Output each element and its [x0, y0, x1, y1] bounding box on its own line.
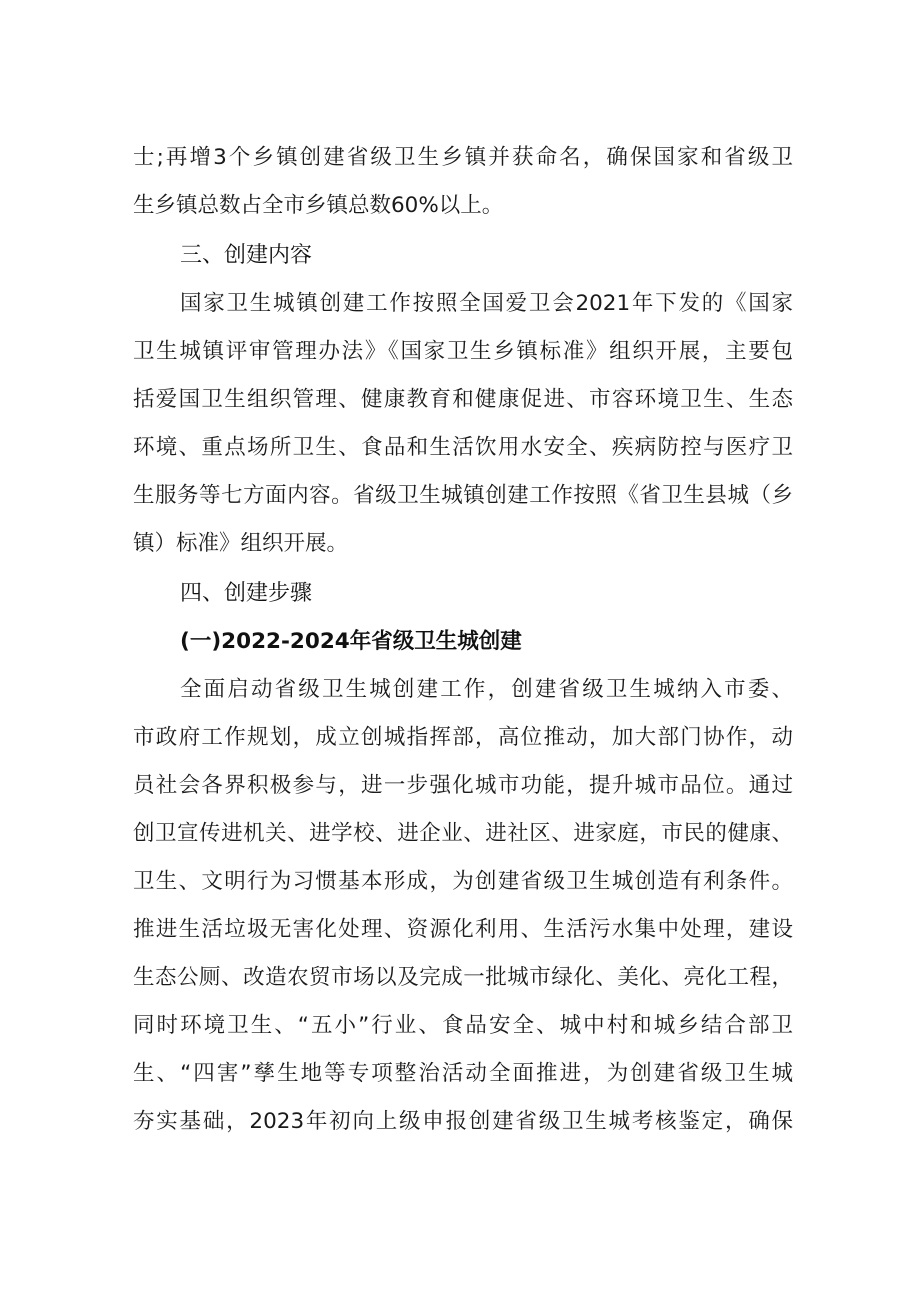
paragraph-line: 推进生活垃圾无害化处理、资源化利用、生活污水集中处理，建设 [133, 917, 793, 942]
paragraph-line: 夯实基础，2023年初向上级申报创建省级卫生城考核鉴定，确保 [133, 1109, 793, 1134]
paragraph-line: 同时环境卫生、“五小”行业、食品安全、城中村和城乡结合部卫 [133, 1013, 793, 1038]
paragraph-line: 生态公厕、改造农贸市场以及完成一批城市绿化、美化、亮化工程， [133, 965, 793, 990]
paragraph-line: 全面启动省级卫生城创建工作，创建省级卫生城纳入市委、 [180, 677, 793, 702]
paragraph-line: 生、“四害”孳生地等专项整治活动全面推进，为创建省级卫生城 [133, 1061, 793, 1086]
paragraph-line: 创卫宣传进机关、进学校、进企业、进社区、进家庭，市民的健康、 [133, 821, 793, 846]
paragraph-line: 镇）标准》组织开展。 [133, 531, 349, 556]
paragraph-line: 生服务等七方面内容。省级卫生城镇创建工作按照《省卫生县城（乡 [133, 483, 793, 508]
paragraph-line: 卫生、文明行为习惯基本形成，为创建省级卫生城创造有利条件。 [133, 869, 793, 894]
section-heading: 四、创建步骤 [180, 581, 313, 606]
paragraph-line: 员社会各界积极参与，进一步强化城市功能，提升城市品位。通过 [133, 773, 793, 798]
subsection-heading: (一)2022-2024年省级卫生城创建 [180, 629, 522, 654]
section-heading: 三、创建内容 [180, 243, 313, 268]
paragraph-line: 括爱国卫生组织管理、健康教育和健康促进、市容环境卫生、生态 [133, 387, 793, 412]
paragraph-line: 市政府工作规划，成立创城指挥部，高位推动，加大部门协作，动 [133, 725, 793, 750]
paragraph-line: 生乡镇总数占全市乡镇总数60%以上。 [133, 193, 504, 218]
paragraph-line: 国家卫生城镇创建工作按照全国爱卫会2021年下发的《国家 [180, 291, 793, 316]
paragraph-line: 环境、重点场所卫生、食品和生活饮用水安全、疾病防控与医疗卫 [133, 435, 793, 460]
paragraph-line: 士;再增3个乡镇创建省级卫生乡镇并获命名，确保国家和省级卫 [133, 145, 793, 170]
paragraph-line: 卫生城镇评审管理办法》《国家卫生乡镇标准》组织开展，主要包 [133, 339, 793, 364]
